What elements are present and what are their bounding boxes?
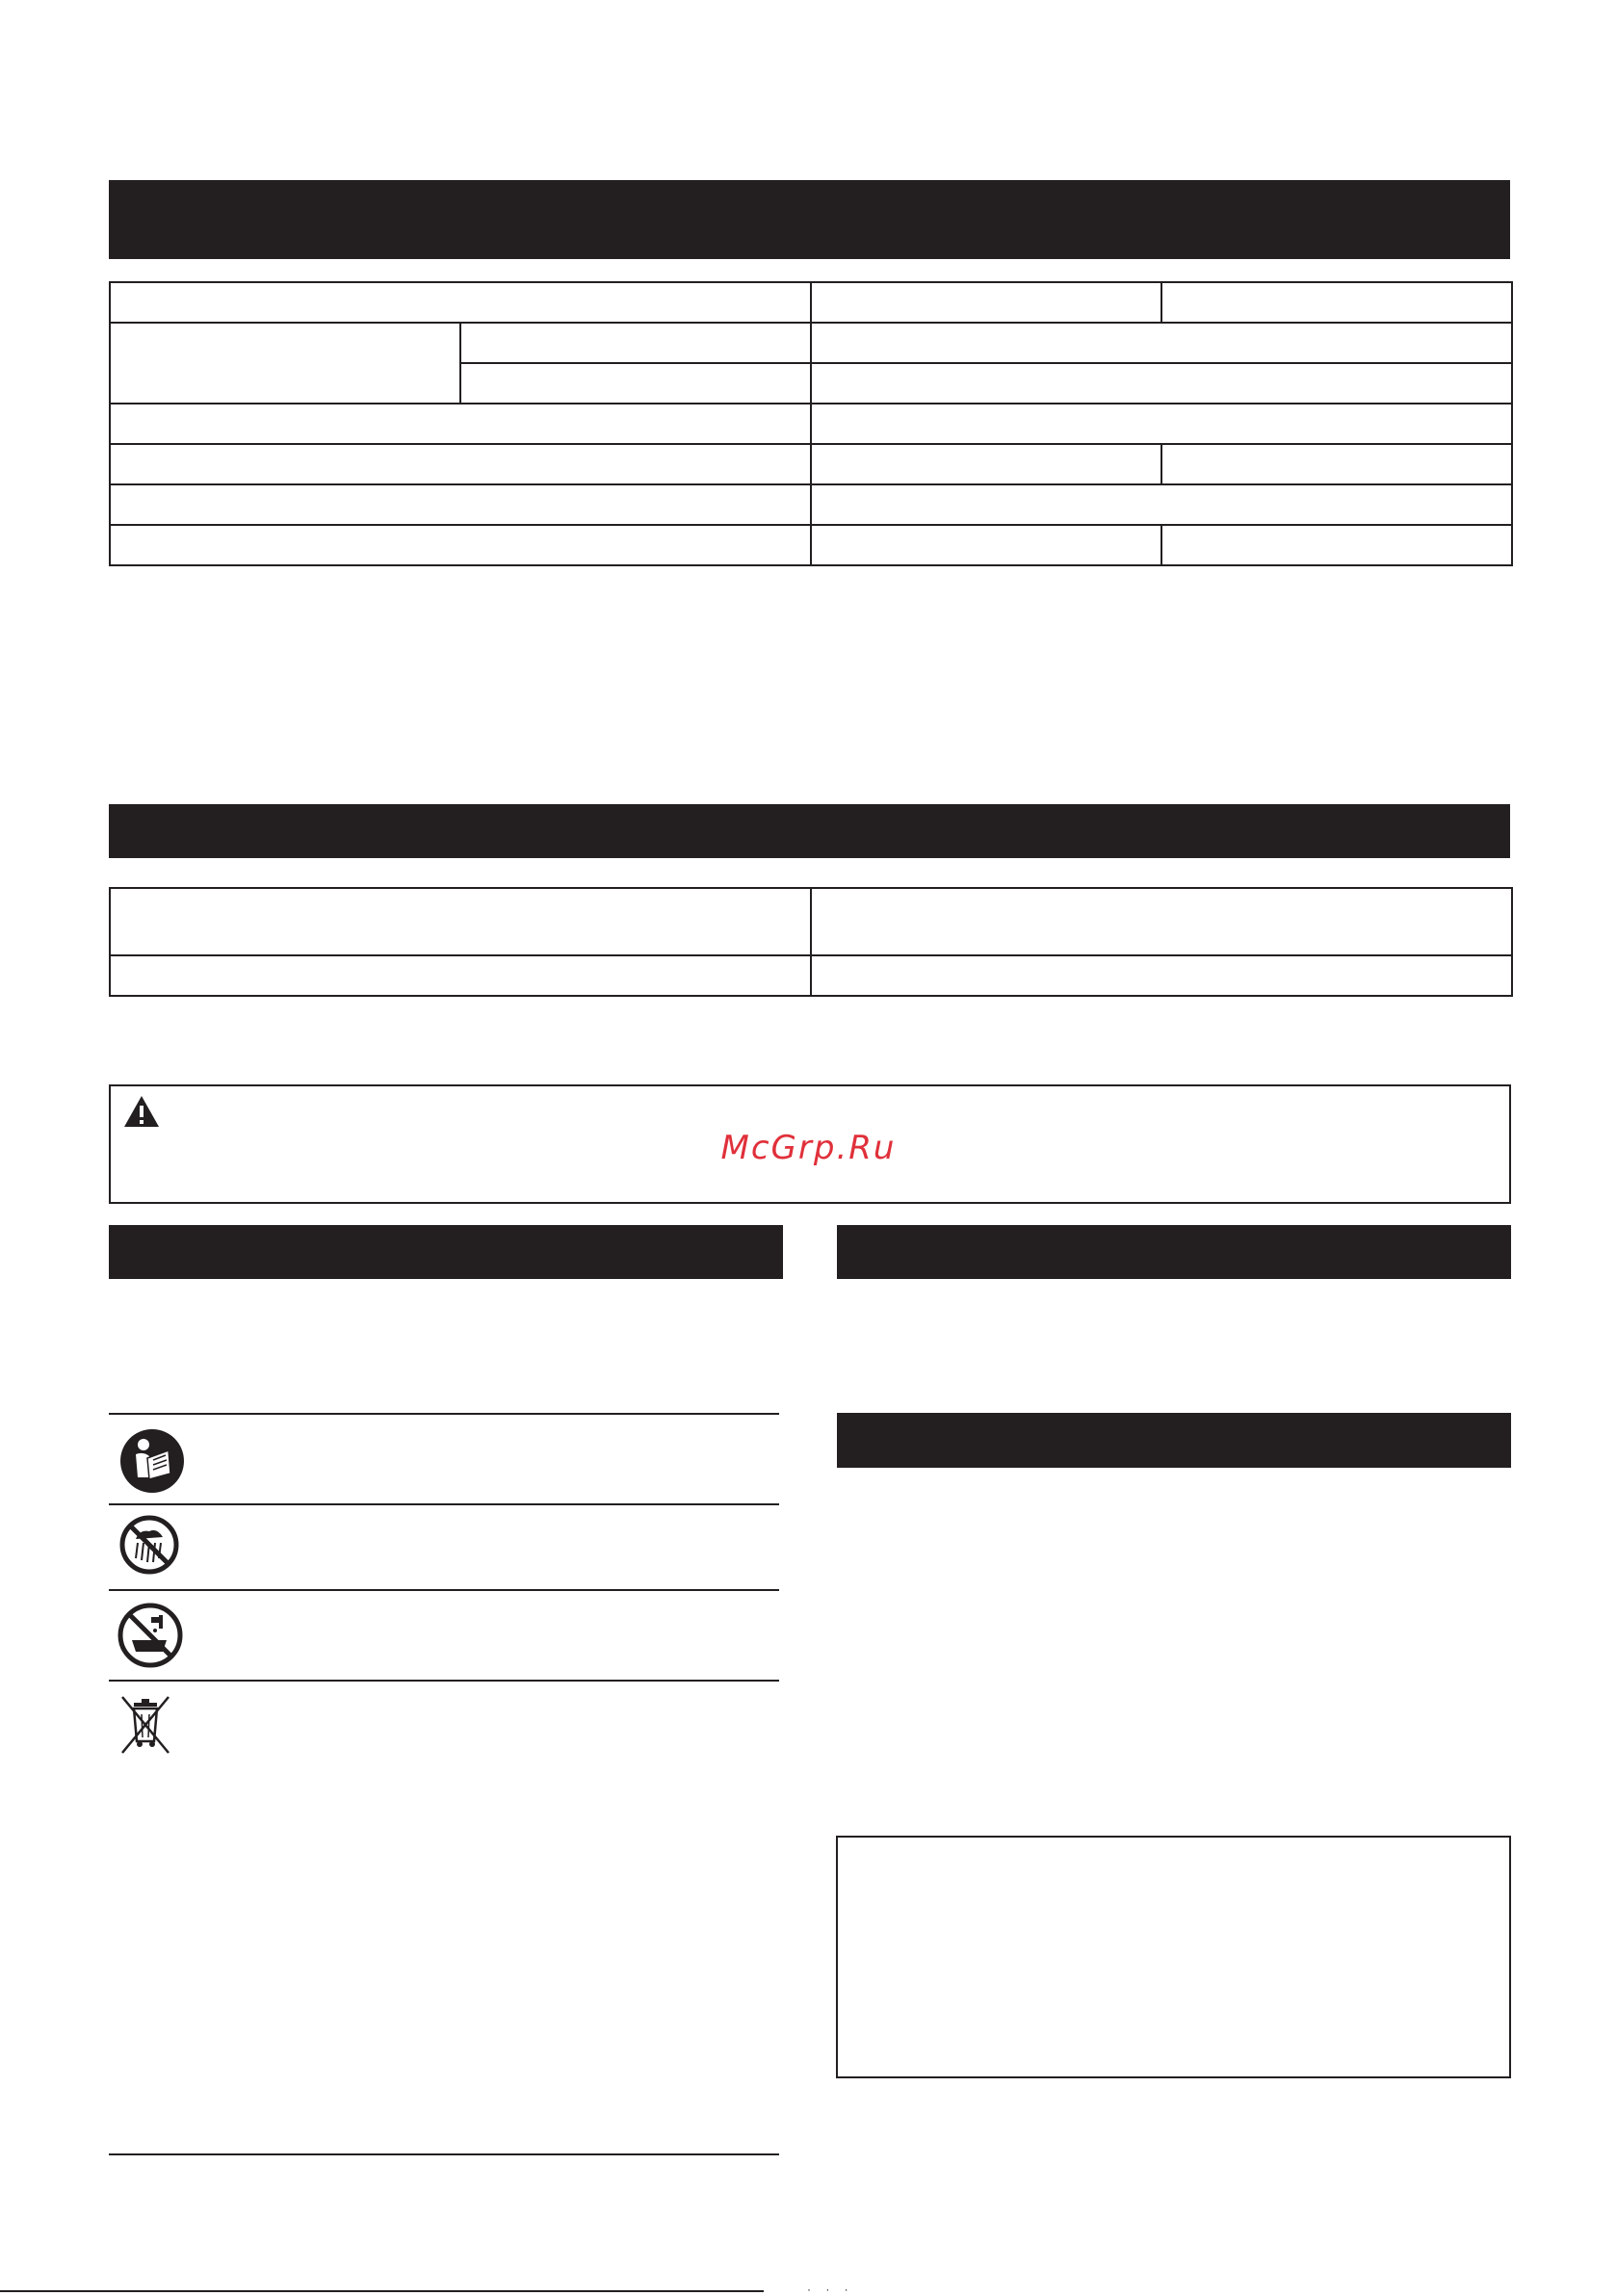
- table-row: [110, 525, 1512, 565]
- no-water-icon: [117, 1602, 184, 1669]
- specifications-header-bar: [109, 180, 1510, 259]
- safety-warnings-header-bar: [837, 1413, 1511, 1468]
- intended-use-header-bar: [837, 1225, 1511, 1279]
- symbol-divider: [109, 1503, 779, 1505]
- footer-rule: [0, 2290, 764, 2292]
- battery-table: [109, 887, 1513, 997]
- battery-header-bar: [109, 804, 1510, 858]
- table-row: [110, 955, 1512, 996]
- save-instructions-box: [836, 1836, 1511, 2078]
- specifications-table: [109, 281, 1513, 566]
- table-row: [110, 484, 1512, 525]
- table-row: [110, 444, 1512, 484]
- no-rain-icon: [118, 1514, 180, 1576]
- symbol-divider: [109, 1413, 779, 1415]
- symbol-divider: [109, 1589, 779, 1591]
- watermark-text: McGrp.Ru: [720, 1129, 897, 1167]
- warning-triangle-icon: [122, 1094, 161, 1129]
- table-row: [110, 323, 1512, 363]
- footer-marks: · · ·: [807, 2283, 854, 2296]
- symbol-divider: [109, 1680, 779, 1682]
- table-row: [110, 888, 1512, 955]
- table-row: [110, 404, 1512, 444]
- symbol-divider: [109, 2153, 779, 2155]
- crossed-bin-icon: [117, 1693, 174, 1757]
- symbols-header-bar: [109, 1225, 783, 1279]
- table-row: [110, 282, 1512, 323]
- read-manual-icon: [118, 1427, 186, 1495]
